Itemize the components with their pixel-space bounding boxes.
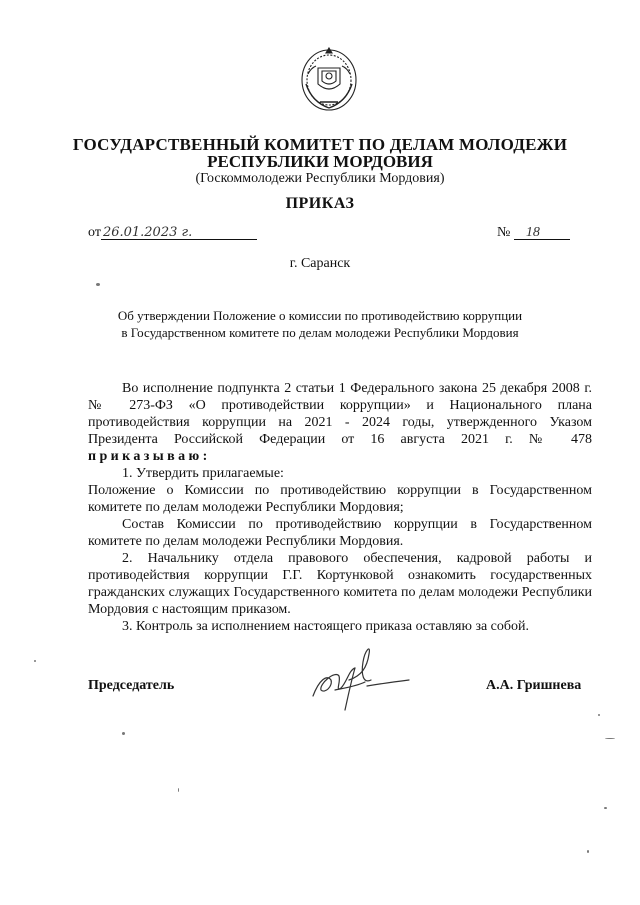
intro-paragraph: Во исполнение подпункта 2 статьи 1 Федерального закона 25 декабря 2008 г. № 273-ФЗ «О противодействии коррупции» и Национального плана противодействия коррупции на 2021 - 2024 годы, утвержденного Указом Президента Российской Федерации от 16 августа 2021 г. № 478 [88, 381, 592, 447]
order-subject [60, 307, 580, 341]
scan-speck [587, 850, 589, 853]
organization-short-name: (Госкоммолодежи Республики Мордовия) [195, 171, 445, 186]
number-prefix: № [497, 225, 511, 240]
item-1: 1. Утвердить прилагаемые: [122, 466, 284, 481]
scan-speck [604, 807, 607, 809]
scan-speck [96, 283, 100, 286]
city-label: г. Саранск [289, 256, 351, 271]
handwritten-number: 18 [514, 226, 570, 240]
date-prefix: от [88, 225, 101, 240]
subject-line2: в Государственном комитете по делам молодежи Республики Мордовия [121, 325, 519, 340]
scan-speck [122, 732, 125, 735]
subject-line1: Об утверждении Положение о комиссии по противодействию коррупции [117, 308, 523, 323]
scan-speck [598, 714, 600, 716]
number-field [497, 225, 570, 241]
item-1b: Состав Комиссии по противодействию коррупции в Государственном комитете по делам молодежи Республики Мордовия. [88, 517, 592, 549]
signer-title: Председатель [88, 678, 175, 693]
item-1a: Положение о Комиссии по противодействию коррупции в Государственном комитете по делам молодежи Республики Мордовия; [88, 483, 592, 515]
item-3: 3. Контроль за исполнением настоящего приказа оставляю за собой. [122, 619, 530, 634]
coat-of-arms-emblem [298, 44, 360, 114]
organization-name-line1: ГОСУДАРСТВЕННЫЙ КОМИТЕТ ПО ДЕЛАМ МОЛОДЕЖИ [72, 135, 568, 154]
order-keyword: приказываю: [88, 449, 211, 464]
item-2: 2. Начальнику отдела правового обеспечения, кадровой работы и противодействия коррупции Г.Г. Кортунковой ознакомить государственных гражданских служащих Государственного комитета по делам молодежи Республики Мордовия с настоящим приказом. [88, 551, 592, 617]
organization-name-line2: РЕСПУБЛИКИ МОРДОВИЯ [207, 152, 433, 171]
date-field [88, 225, 257, 241]
scan-speck [34, 660, 36, 662]
handwritten-date: 26.01.2023 г. [101, 226, 257, 240]
order-body [88, 380, 592, 635]
document-type-title: ПРИКАЗ [285, 195, 355, 212]
scan-speck [605, 738, 615, 739]
handwritten-signature [305, 640, 413, 714]
signer-name: А.А. Гришнева [486, 678, 582, 693]
scan-speck [178, 788, 179, 792]
